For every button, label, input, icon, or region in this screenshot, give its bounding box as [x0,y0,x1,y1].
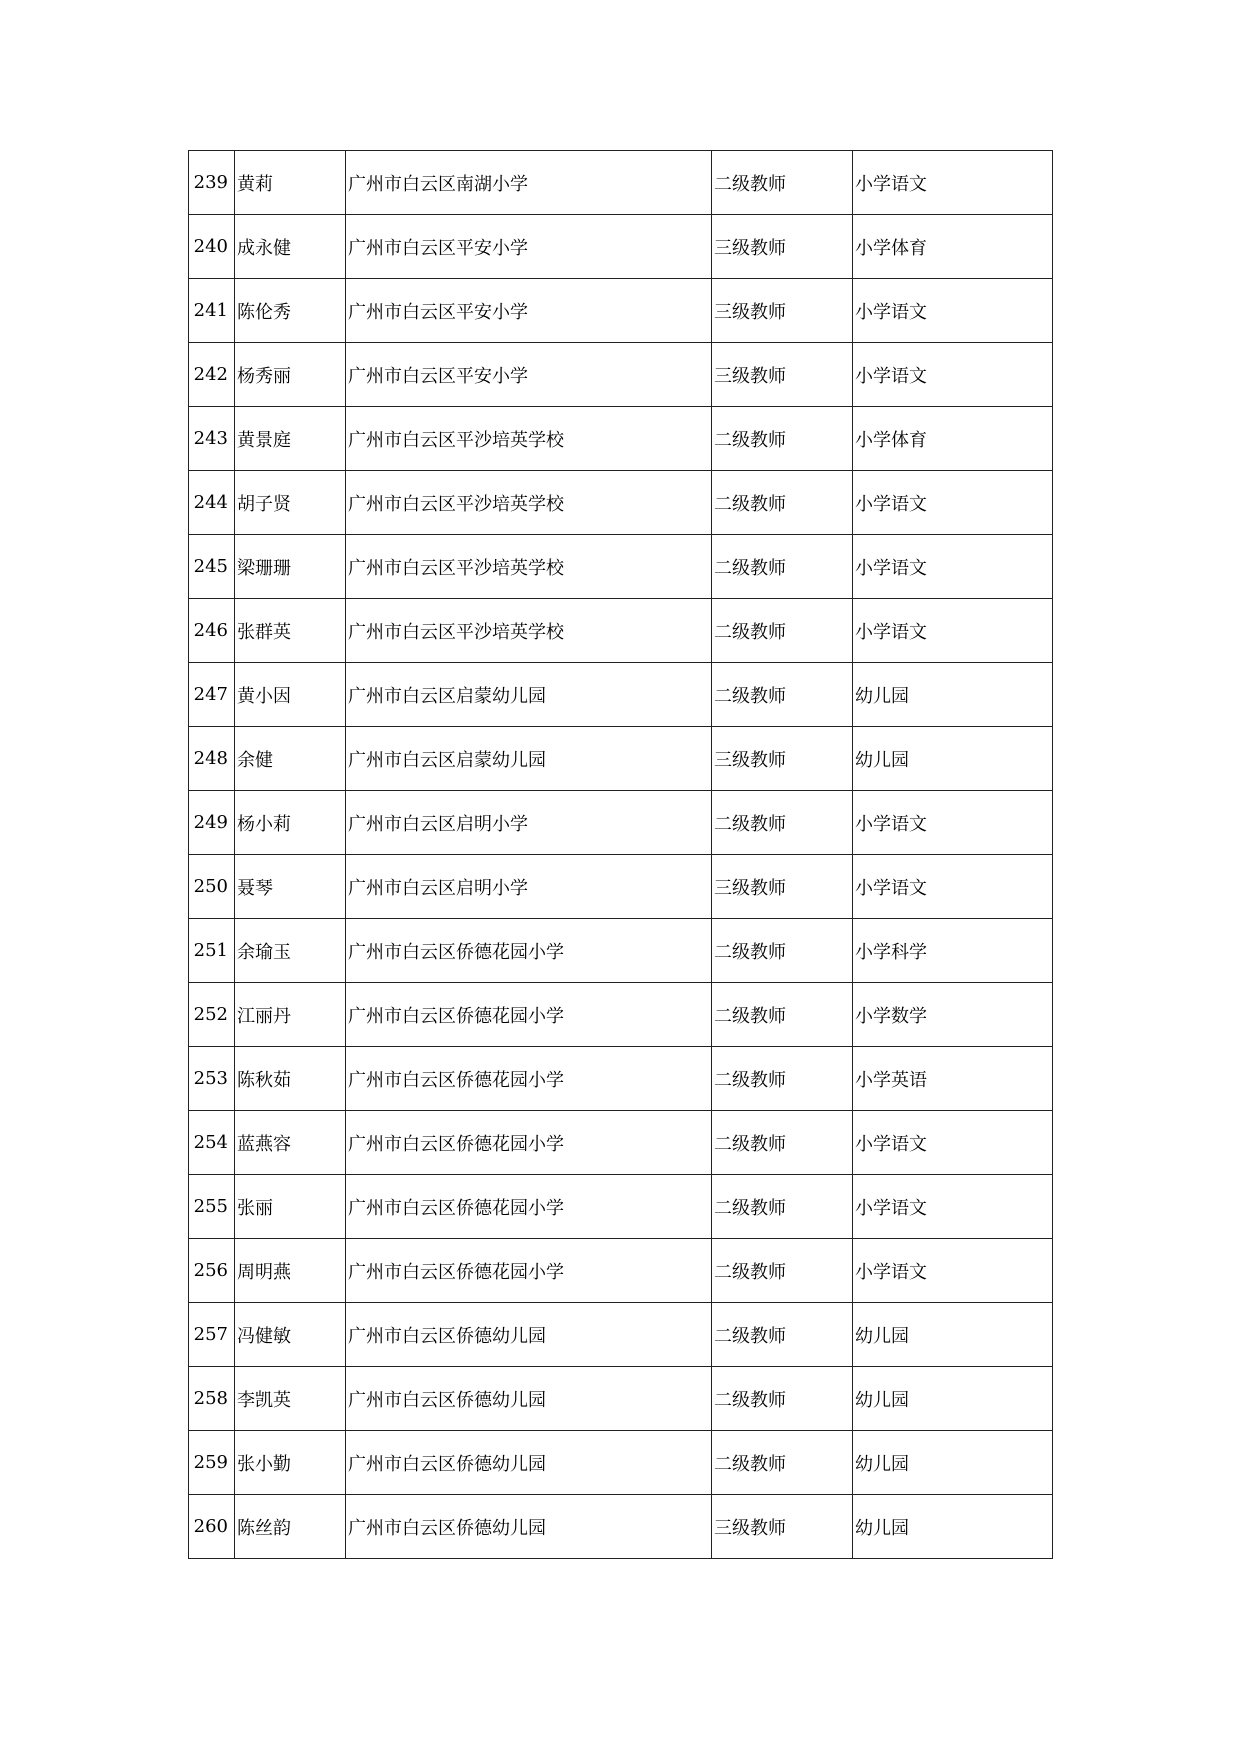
table-row [189,279,1053,343]
school-name-cell: 广州市白云区南湖小学 [346,151,712,215]
teacher-name-cell: 梁珊珊 [235,535,346,599]
table-row [189,855,1053,919]
row-number-cell: 250 [189,855,235,919]
school-name-cell: 广州市白云区侨德幼儿园 [346,1431,712,1495]
table-row [189,1239,1053,1303]
school-name-cell: 广州市白云区侨德花园小学 [346,1047,712,1111]
teacher-rank-cell: 三级教师 [712,1495,853,1559]
row-number-cell: 242 [189,343,235,407]
row-number-cell: 251 [189,919,235,983]
school-name-cell: 广州市白云区平安小学 [346,215,712,279]
teacher-rank-cell: 三级教师 [712,279,853,343]
table-row [189,535,1053,599]
teacher-name-cell: 余健 [235,727,346,791]
row-number-cell: 241 [189,279,235,343]
teacher-rank-cell: 二级教师 [712,599,853,663]
row-number-cell: 240 [189,215,235,279]
teacher-rank-cell: 三级教师 [712,343,853,407]
row-number-cell: 239 [189,151,235,215]
teacher-rank-cell: 二级教师 [712,1111,853,1175]
teacher-name-cell: 杨秀丽 [235,343,346,407]
row-number-cell: 247 [189,663,235,727]
row-number-cell: 253 [189,1047,235,1111]
subject-cell: 幼儿园 [853,1495,1053,1559]
table-body [189,151,1053,1559]
teacher-rank-cell: 三级教师 [712,855,853,919]
school-name-cell: 广州市白云区侨德幼儿园 [346,1495,712,1559]
subject-cell: 小学语文 [853,1175,1053,1239]
subject-cell: 小学语文 [853,535,1053,599]
teacher-rank-cell: 二级教师 [712,1431,853,1495]
teacher-name-cell: 黄莉 [235,151,346,215]
table-row [189,791,1053,855]
subject-cell: 小学语文 [853,599,1053,663]
teacher-name-cell: 江丽丹 [235,983,346,1047]
row-number-cell: 252 [189,983,235,1047]
subject-cell: 小学体育 [853,407,1053,471]
teacher-name-cell: 胡子贤 [235,471,346,535]
row-number-cell: 258 [189,1367,235,1431]
teacher-name-cell: 周明燕 [235,1239,346,1303]
table-row [189,1303,1053,1367]
school-name-cell: 广州市白云区侨德花园小学 [346,1111,712,1175]
row-number-cell: 245 [189,535,235,599]
teacher-rank-cell: 二级教师 [712,919,853,983]
subject-cell: 小学语文 [853,791,1053,855]
subject-cell: 幼儿园 [853,727,1053,791]
teacher-name-cell: 黄小因 [235,663,346,727]
teacher-rank-cell: 二级教师 [712,1047,853,1111]
table-row [189,151,1053,215]
teacher-name-cell: 李凯英 [235,1367,346,1431]
subject-cell: 小学语文 [853,151,1053,215]
teacher-rank-cell: 二级教师 [712,535,853,599]
subject-cell: 小学语文 [853,343,1053,407]
teacher-rank-cell: 二级教师 [712,1175,853,1239]
subject-cell: 幼儿园 [853,663,1053,727]
row-number-cell: 244 [189,471,235,535]
table-row [189,1367,1053,1431]
table-row [189,471,1053,535]
row-number-cell: 248 [189,727,235,791]
teacher-list-table [188,150,1053,1559]
school-name-cell: 广州市白云区侨德花园小学 [346,983,712,1047]
school-name-cell: 广州市白云区平沙培英学校 [346,471,712,535]
teacher-rank-cell: 二级教师 [712,151,853,215]
table-row [189,407,1053,471]
teacher-name-cell: 杨小莉 [235,791,346,855]
table-row [189,727,1053,791]
row-number-cell: 243 [189,407,235,471]
teacher-rank-cell: 二级教师 [712,983,853,1047]
table-row [189,215,1053,279]
table-row [189,343,1053,407]
school-name-cell: 广州市白云区平沙培英学校 [346,407,712,471]
teacher-name-cell: 冯健敏 [235,1303,346,1367]
teacher-name-cell: 蓝燕容 [235,1111,346,1175]
table-row [189,599,1053,663]
subject-cell: 幼儿园 [853,1303,1053,1367]
teacher-rank-cell: 三级教师 [712,215,853,279]
teacher-rank-cell: 二级教师 [712,407,853,471]
subject-cell: 小学科学 [853,919,1053,983]
table-row [189,1175,1053,1239]
school-name-cell: 广州市白云区侨德花园小学 [346,1175,712,1239]
teacher-name-cell: 余瑜玉 [235,919,346,983]
subject-cell: 幼儿园 [853,1431,1053,1495]
subject-cell: 小学语文 [853,471,1053,535]
row-number-cell: 255 [189,1175,235,1239]
table-row [189,1431,1053,1495]
school-name-cell: 广州市白云区侨德幼儿园 [346,1367,712,1431]
school-name-cell: 广州市白云区平安小学 [346,343,712,407]
table-row [189,1047,1053,1111]
teacher-rank-cell: 二级教师 [712,471,853,535]
row-number-cell: 254 [189,1111,235,1175]
subject-cell: 小学语文 [853,855,1053,919]
school-name-cell: 广州市白云区侨德花园小学 [346,1239,712,1303]
school-name-cell: 广州市白云区启蒙幼儿园 [346,663,712,727]
teacher-rank-cell: 二级教师 [712,1367,853,1431]
teacher-name-cell: 陈丝韵 [235,1495,346,1559]
school-name-cell: 广州市白云区启明小学 [346,855,712,919]
subject-cell: 小学体育 [853,215,1053,279]
table-row [189,983,1053,1047]
row-number-cell: 246 [189,599,235,663]
teacher-name-cell: 陈秋茹 [235,1047,346,1111]
teacher-name-cell: 张小勤 [235,1431,346,1495]
subject-cell: 小学语文 [853,1239,1053,1303]
school-name-cell: 广州市白云区侨德幼儿园 [346,1303,712,1367]
teacher-rank-cell: 二级教师 [712,791,853,855]
subject-cell: 小学数学 [853,983,1053,1047]
teacher-name-cell: 张群英 [235,599,346,663]
teacher-rank-cell: 三级教师 [712,727,853,791]
school-name-cell: 广州市白云区平沙培英学校 [346,535,712,599]
row-number-cell: 256 [189,1239,235,1303]
teacher-name-cell: 黄景庭 [235,407,346,471]
row-number-cell: 249 [189,791,235,855]
school-name-cell: 广州市白云区平沙培英学校 [346,599,712,663]
subject-cell: 小学英语 [853,1047,1053,1111]
row-number-cell: 257 [189,1303,235,1367]
school-name-cell: 广州市白云区启明小学 [346,791,712,855]
subject-cell: 小学语文 [853,279,1053,343]
subject-cell: 幼儿园 [853,1367,1053,1431]
table-row [189,1495,1053,1559]
row-number-cell: 259 [189,1431,235,1495]
school-name-cell: 广州市白云区平安小学 [346,279,712,343]
row-number-cell: 260 [189,1495,235,1559]
school-name-cell: 广州市白云区启蒙幼儿园 [346,727,712,791]
table-row [189,663,1053,727]
table-row [189,1111,1053,1175]
table-row [189,919,1053,983]
teacher-name-cell: 成永健 [235,215,346,279]
subject-cell: 小学语文 [853,1111,1053,1175]
teacher-rank-cell: 二级教师 [712,1239,853,1303]
teacher-name-cell: 陈伦秀 [235,279,346,343]
teacher-rank-cell: 二级教师 [712,1303,853,1367]
teacher-name-cell: 张丽 [235,1175,346,1239]
teacher-name-cell: 聂琴 [235,855,346,919]
teacher-rank-cell: 二级教师 [712,663,853,727]
school-name-cell: 广州市白云区侨德花园小学 [346,919,712,983]
